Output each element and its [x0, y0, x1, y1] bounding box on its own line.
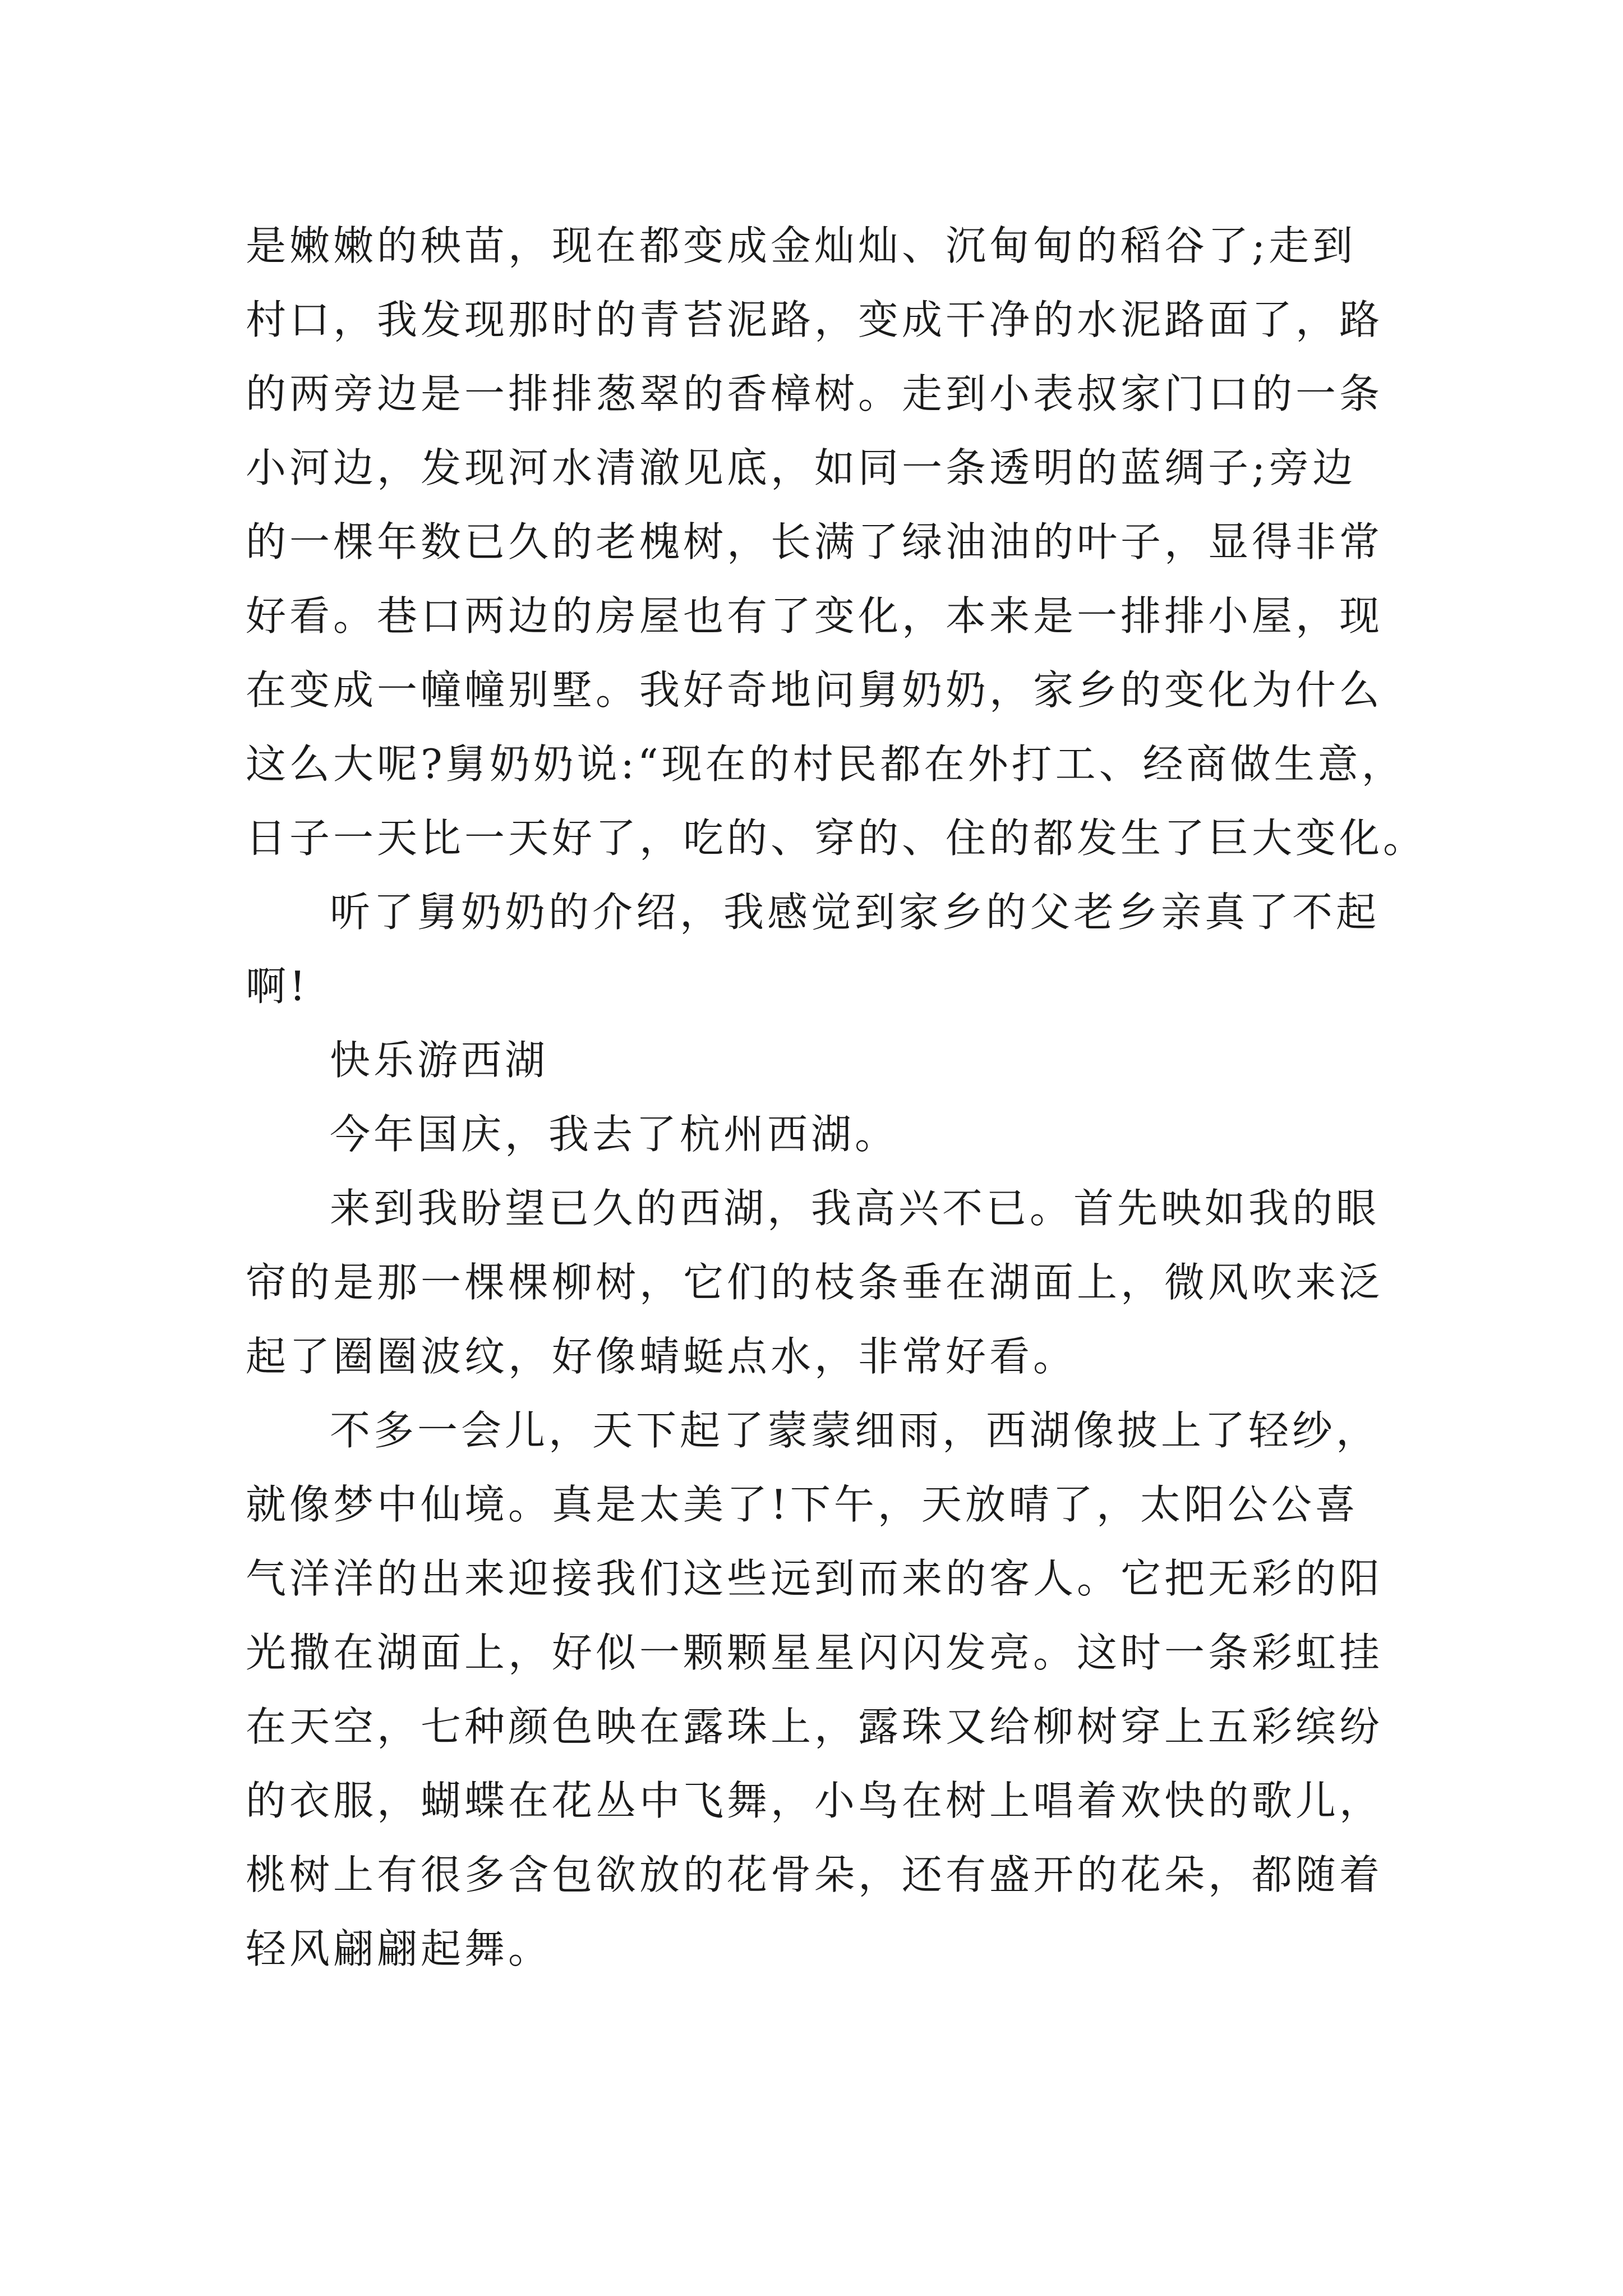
text-line: 日子一天比一天好了，吃的、穿的、住的都发生了巨大变化。 [246, 815, 1427, 862]
text-line: 的两旁边是一排排葱翠的香樟树。走到小表叔家门口的一条 [246, 370, 1384, 417]
text-line: 气洋洋的出来迎接我们这些远到而来的客人。它把无彩的阳 [246, 1555, 1384, 1602]
text-line: 村口，我发现那时的青苔泥路，变成干净的水泥路面了，路 [246, 296, 1384, 343]
text-line: 的衣服，蝴蝶在花丛中飞舞，小鸟在树上唱着欢快的歌儿， [246, 1777, 1384, 1824]
text-line: 啊! [246, 963, 309, 1010]
text-line: 在天空，七种颜色映在露珠上，露珠又给柳树穿上五彩缤纷 [246, 1703, 1384, 1750]
text-line: 是嫩嫩的秧苗，现在都变成金灿灿、沉甸甸的稻谷了;走到 [246, 222, 1357, 269]
text-line: 起了圈圈波纹，好像蜻蜓点水，非常好看。 [246, 1333, 1077, 1380]
text-line: 好看。巷口两边的房屋也有了变化，本来是一排排小屋，现 [246, 592, 1384, 639]
text-line: 光撒在湖面上，好似一颗颗星星闪闪发亮。这时一条彩虹挂 [246, 1629, 1384, 1676]
text-line: 桃树上有很多含包欲放的花骨朵，还有盛开的花朵，都随着 [246, 1851, 1384, 1898]
text-line: 在变成一幢幢别墅。我好奇地问舅奶奶，家乡的变化为什么 [246, 666, 1384, 714]
text-line: 这么大呢?舅奶奶说:“现在的村民都在外打工、经商做生意， [246, 740, 1405, 788]
paragraph-start-line: 来到我盼望已久的西湖，我高兴不已。首先映如我的眼 [330, 1185, 1380, 1232]
text-line: 就像梦中仙境。真是太美了!下午，天放晴了，太阳公公喜 [246, 1481, 1359, 1528]
body-text [246, 209, 1427, 1986]
text-line: 的一棵年数已久的老槐树，长满了绿油油的叶子，显得非常 [246, 518, 1384, 565]
paragraph-start-line: 今年国庆，我去了杭州西湖。 [330, 1111, 899, 1158]
text-line: 小河边，发现河水清澈见底，如同一条透明的蓝绸子;旁边 [246, 444, 1357, 491]
essay-title: 快乐游西湖 [330, 1037, 549, 1084]
text-line: 帘的是那一棵棵柳树，它们的枝条垂在湖面上，微风吹来泛 [246, 1259, 1384, 1306]
paragraph-start-line: 不多一会儿，天下起了蒙蒙细雨，西湖像披上了轻纱， [330, 1407, 1380, 1454]
paragraph-start-line: 听了舅奶奶的介绍，我感觉到家乡的父老乡亲真了不起 [330, 889, 1380, 936]
text-line: 轻风翩翩起舞。 [246, 1925, 552, 1972]
